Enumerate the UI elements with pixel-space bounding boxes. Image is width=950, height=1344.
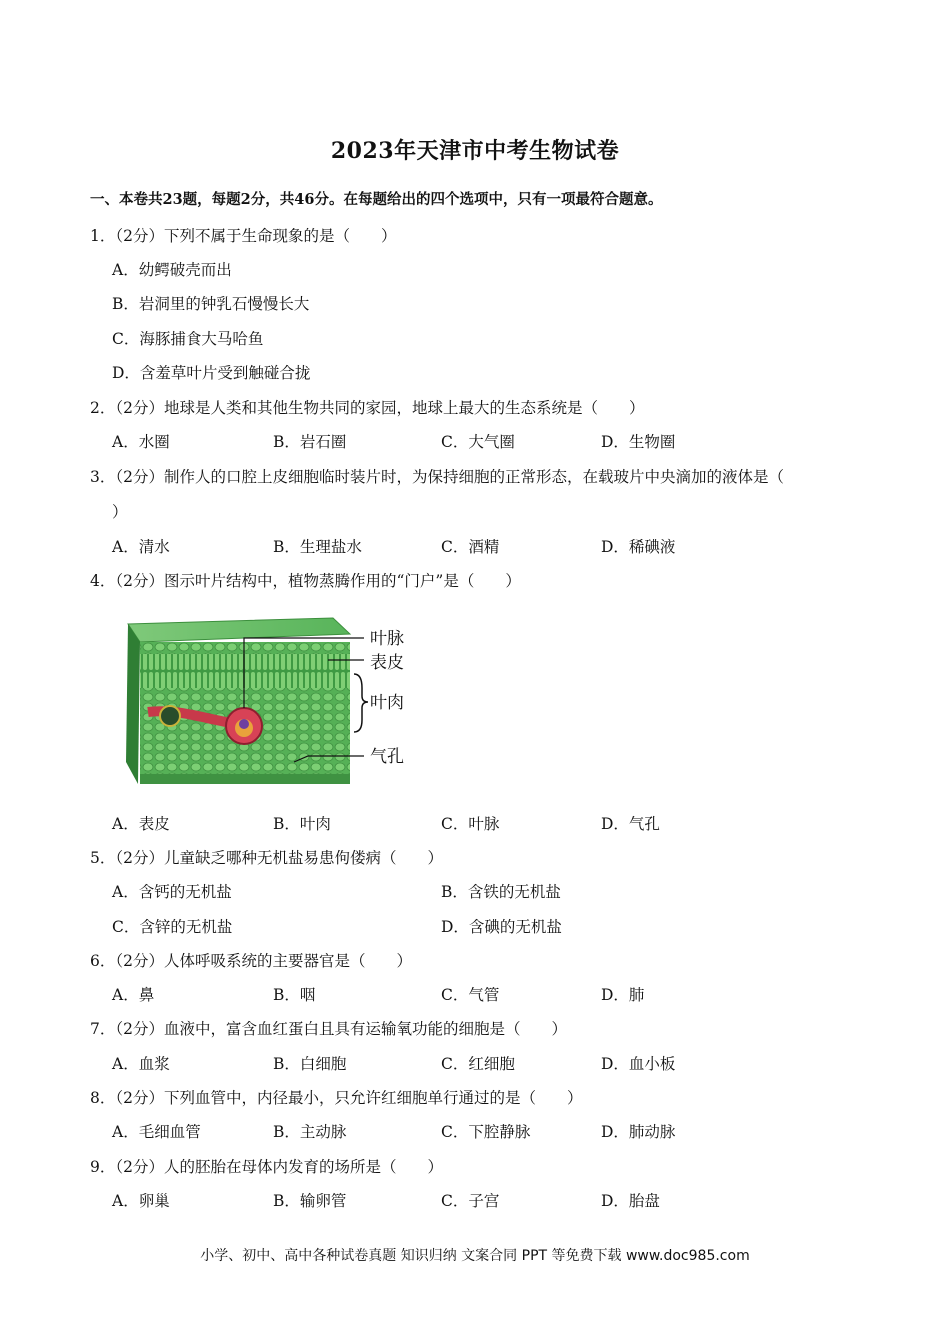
question-6-option-b: B．咽 [273,986,316,1004]
question-2-option-d: D．生物圈 [601,433,676,451]
question-2-option-a: A．水圈 [112,433,170,451]
question-4-option-a: A．表皮 [112,815,170,833]
question-2-stem: 2．（2分）地球是人类和其他生物共同的家园，地球上最大的生态系统是（ ） [90,399,645,417]
question-6-option-c: C．气管 [441,986,500,1004]
question-8-option-d: D．肺动脉 [601,1123,676,1141]
question-4-option-b: B．叶肉 [273,815,331,833]
question-9-option-d: D．胎盘 [601,1192,660,1210]
question-1-option-c: C．海豚捕食大马哈鱼 [112,330,264,348]
question-8-option-c: C．下腔静脉 [441,1123,531,1141]
question-1-option-a: A．幼鳄破壳而出 [112,261,232,279]
question-8-option-a: A．毛细血管 [112,1123,201,1141]
question-5-option-c: C．含锌的无机盐 [112,918,233,936]
question-7-option-d: D．血小板 [601,1055,676,1073]
question-4-option-d: D．气孔 [601,815,660,833]
question-7-stem: 7．（2分）血液中，富含血红蛋白且具有运输氧功能的细胞是（ ） [90,1020,567,1038]
question-1-option-d: D．含羞草叶片受到触碰合拢 [112,364,311,382]
page-title: 2023年天津市中考生物试卷 [330,138,620,164]
question-7-option-a: A．血浆 [112,1055,170,1073]
question-3-option-d: D．稀碘液 [601,538,676,556]
question-3-option-b: B．生理盐水 [273,538,362,556]
figure-label-vein: 叶脉 [370,629,404,649]
question-6-stem: 6．（2分）人体呼吸系统的主要器官是（ ） [90,952,412,970]
question-3-option-c: C．酒精 [441,538,500,556]
figure-label-mesophyll: 叶肉 [370,693,404,713]
question-9-option-c: C．子宫 [441,1192,500,1210]
question-1-option-b: B．岩洞里的钟乳石慢慢长大 [112,295,310,313]
question-6-option-d: D．肺 [601,986,645,1004]
figure-label-stomata: 气孔 [370,747,404,767]
question-2-option-b: B．岩石圈 [273,433,347,451]
question-4-option-c: C．叶脉 [441,815,500,833]
question-7-option-b: B．白细胞 [273,1055,347,1073]
question-9-option-a: A．卵巢 [112,1192,170,1210]
question-1-stem: 1．（2分）下列不属于生命现象的是（ ） [90,227,397,245]
question-5-option-d: D．含碘的无机盐 [441,918,562,936]
question-9-option-b: B．输卵管 [273,1192,347,1210]
figure-label-epidermis: 表皮 [370,653,404,673]
page-footer: 小学、初中、高中各种试卷真题 知识归纳 文案合同 PPT 等免费下载 www.doc985.com [200,1248,750,1264]
section-heading: 一、本卷共23题，每题2分，共46分。在每题给出的四个选项中，只有一项最符合题意。 [90,191,663,208]
question-8-stem: 8．（2分）下列血管中，内径最小，只允许红细胞单行通过的是（ ） [90,1089,583,1107]
question-2-option-c: C．大气圈 [441,433,515,451]
question-5-option-a: A．含钙的无机盐 [112,883,232,901]
question-8-option-b: B．主动脉 [273,1123,347,1141]
question-3-option-a: A．清水 [112,538,170,556]
question-7-option-c: C．红细胞 [441,1055,515,1073]
leaf-structure-figure [118,612,418,802]
question-6-option-a: A．鼻 [112,986,155,1004]
question-3-stem: 3．（2分）制作人的口腔上皮细胞临时装片时，为保持细胞的正常形态，在载玻片中央滴加的液体是（ [90,468,784,486]
question-5-stem: 5．（2分）儿童缺乏哪种无机盐易患佝偻病（ ） [90,849,443,867]
question-3-stem-continued: ） [112,503,128,521]
question-9-stem: 9．（2分）人的胚胎在母体内发育的场所是（ ） [90,1158,443,1176]
question-5-option-b: B．含铁的无机盐 [441,883,561,901]
question-4-stem: 4．（2分）图示叶片结构中，植物蒸腾作用的“门户”是（ ） [90,572,521,590]
